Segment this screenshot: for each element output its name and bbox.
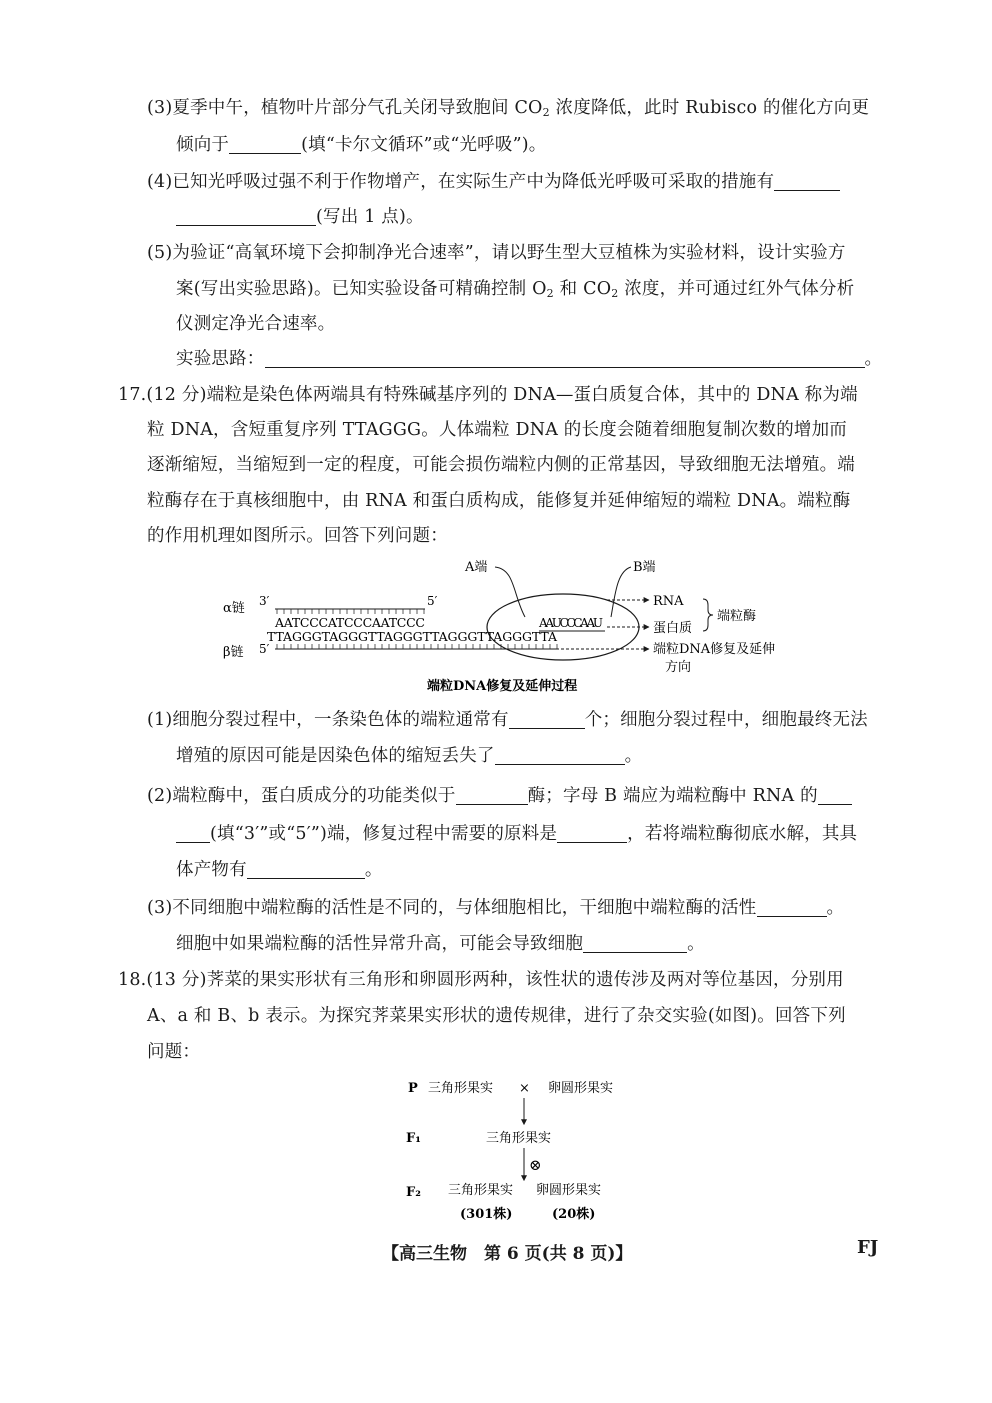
cross-diagram [400, 1070, 640, 1230]
telomerase-brace [703, 599, 713, 631]
a-end-leader [495, 567, 525, 617]
rna-template-sequence: AAUCCCAAU [539, 616, 603, 630]
alpha-bond-ticks [277, 609, 424, 614]
a-end-label: A端 [465, 560, 488, 575]
p-generation-label: P [408, 1081, 418, 1096]
q16-part4-line1: (4)已知光呼吸过强不利于作物增产，在实际生产中为降低光呼吸可采取的措施有 [147, 170, 840, 194]
answer-blank[interactable] [583, 934, 687, 953]
three-prime-label: 3′ [259, 594, 270, 608]
q16-part5-line2: 案(写出实验思路)。已知实验设备可精确控制 $O_2$ 和 $CO_2$ 浓度，并可通过红外气体分析 [176, 279, 855, 300]
q18-stem-line1: 18.(13 分)荠菜的果实形状有三角形和卵圆形两种，该性状的遗传涉及两对等位基因，分别用 [118, 970, 844, 990]
q17-stem-line4: 粒酶存在于真核细胞中，由 RNA 和蛋白质构成，能修复并延伸缩短的端粒 DNA。端粒酶 [147, 491, 851, 511]
five-prime-bottom-label: 5′ [259, 642, 270, 656]
answer-blank[interactable] [229, 135, 301, 154]
answer-blank[interactable] [509, 710, 585, 729]
beta-sequence: TTAGGGTAGGGTTAGGGTTAGGGTTAGGGTTA [267, 629, 557, 644]
alpha-strand-label: α链 [223, 601, 245, 616]
q16-part4-line2: (写出 1 点)。 [176, 205, 424, 229]
q17-stem-line2: 粒 DNA，含短重复序列 TTAGGG。人体端粒 DNA 的长度会随着细胞复制次数的增加而 [147, 420, 847, 440]
q16-part5-line3: 仪测定净光合速率。 [176, 314, 336, 334]
f2-right-phenotype: 卵圆形果实 [536, 1183, 602, 1198]
f2-left-phenotype: 三角形果实 [448, 1183, 514, 1198]
figure-caption: 端粒DNA修复及延伸过程 [427, 679, 578, 694]
q17-part3-line1: (3)不同细胞中端粒酶的活性是不同的，与体细胞相比，干细胞中端粒酶的活性 。 [147, 898, 845, 918]
p-right-phenotype: 卵圆形果实 [548, 1081, 614, 1096]
p-left-phenotype: 三角形果实 [428, 1081, 494, 1096]
telomerase-label: 端粒酶 [717, 609, 757, 624]
q16-part5-line4: 实验思路： 。 [176, 349, 883, 369]
q17-part2-line2: (填“3′”或“5′”)端，修复过程中需要的原料是 ，若将端粒酶彻底水解，其具 [176, 822, 857, 846]
answer-blank[interactable] [557, 824, 627, 843]
f1-phenotype: 三角形果实 [486, 1131, 552, 1146]
answer-blank[interactable] [176, 824, 210, 843]
b-end-label: B端 [633, 560, 656, 575]
page-footer-title: 【高三生物 第 6 页(共 8 页)】 [382, 1244, 633, 1264]
protein-label: 蛋白质 [653, 621, 693, 636]
q16-part5-line1: (5)为验证“高氧环境下会抑制净光合速率”，请以野生型大豆植株为实验材料，设计实验方 [147, 243, 846, 263]
q18-stem-line2: A、a 和 B、b 表示。为探究荠菜果实形状的遗传规律，进行了杂交实验(如图)。回答下列 [147, 1006, 846, 1026]
answer-blank[interactable] [247, 860, 365, 879]
answer-blank[interactable] [774, 172, 840, 191]
q17-part1-line1: (1)细胞分裂过程中，一条染色体的端粒通常有 个；细胞分裂过程中，细胞最终无法 [147, 710, 868, 730]
answer-blank[interactable] [176, 207, 316, 226]
f2-generation-label: F₂ [406, 1185, 421, 1200]
q17-stem-line5: 的作用机理如图所示。回答下列问题： [147, 526, 448, 546]
telomerase-diagram [215, 555, 805, 705]
answer-blank[interactable] [818, 786, 852, 805]
q16-part3-line1: (3)夏季中午，植物叶片部分气孔关闭导致胞间 $CO_2$ 浓度降低，此时 Rubisco 的催化方向更 [147, 98, 870, 119]
repair-direction-label-2: 方向 [665, 660, 692, 675]
beta-bond-ticks [277, 644, 557, 649]
cross-symbol: × [519, 1081, 530, 1096]
self-cross-symbol: ⊗ [529, 1156, 542, 1174]
q17-part1-line2: 增殖的原因可能是因染色体的缩短丢失了 。 [176, 746, 643, 766]
answer-blank[interactable] [495, 746, 625, 765]
f2-left-count: (301株) [460, 1207, 513, 1222]
rna-label: RNA [653, 594, 684, 609]
alpha-sequence: AATCCCATCCCAATCCC [275, 615, 425, 630]
q17-stem-line1: 17.(12 分)端粒是染色体两端具有特殊碱基序列的 DNA—蛋白质复合体，其中的 DNA 称为端 [118, 385, 858, 405]
q16-part3-line2: 倾向于 (填“卡尔文循环”或“光呼吸”)。 [176, 135, 547, 155]
q17-part3-line2: 细胞中如果端粒酶的活性异常升高，可能会导致细胞 。 [176, 934, 705, 954]
five-prime-top-label: 5′ [427, 594, 438, 608]
q17-part2-line3: 体产物有 。 [176, 860, 383, 880]
experiment-idea-blank[interactable] [265, 349, 865, 368]
beta-strand-label: β链 [223, 645, 244, 660]
page-footer-code: FJ [857, 1237, 879, 1258]
repair-direction-label-1: 端粒DNA修复及延伸 [653, 642, 776, 657]
q18-stem-line3: 问题： [147, 1042, 201, 1062]
q17-part2-line1: (2)端粒酶中，蛋白质成分的功能类似于 酶；字母 B 端应为端粒酶中 RNA 的 [147, 784, 852, 808]
answer-blank[interactable] [456, 786, 528, 805]
f2-right-count: (20株) [552, 1207, 596, 1222]
answer-blank[interactable] [757, 898, 827, 917]
f1-generation-label: F₁ [406, 1131, 421, 1146]
q17-stem-line3: 逐渐缩短，当缩短到一定的程度，可能会损伤端粒内侧的正常基因，导致细胞无法增殖。端 [147, 455, 855, 475]
